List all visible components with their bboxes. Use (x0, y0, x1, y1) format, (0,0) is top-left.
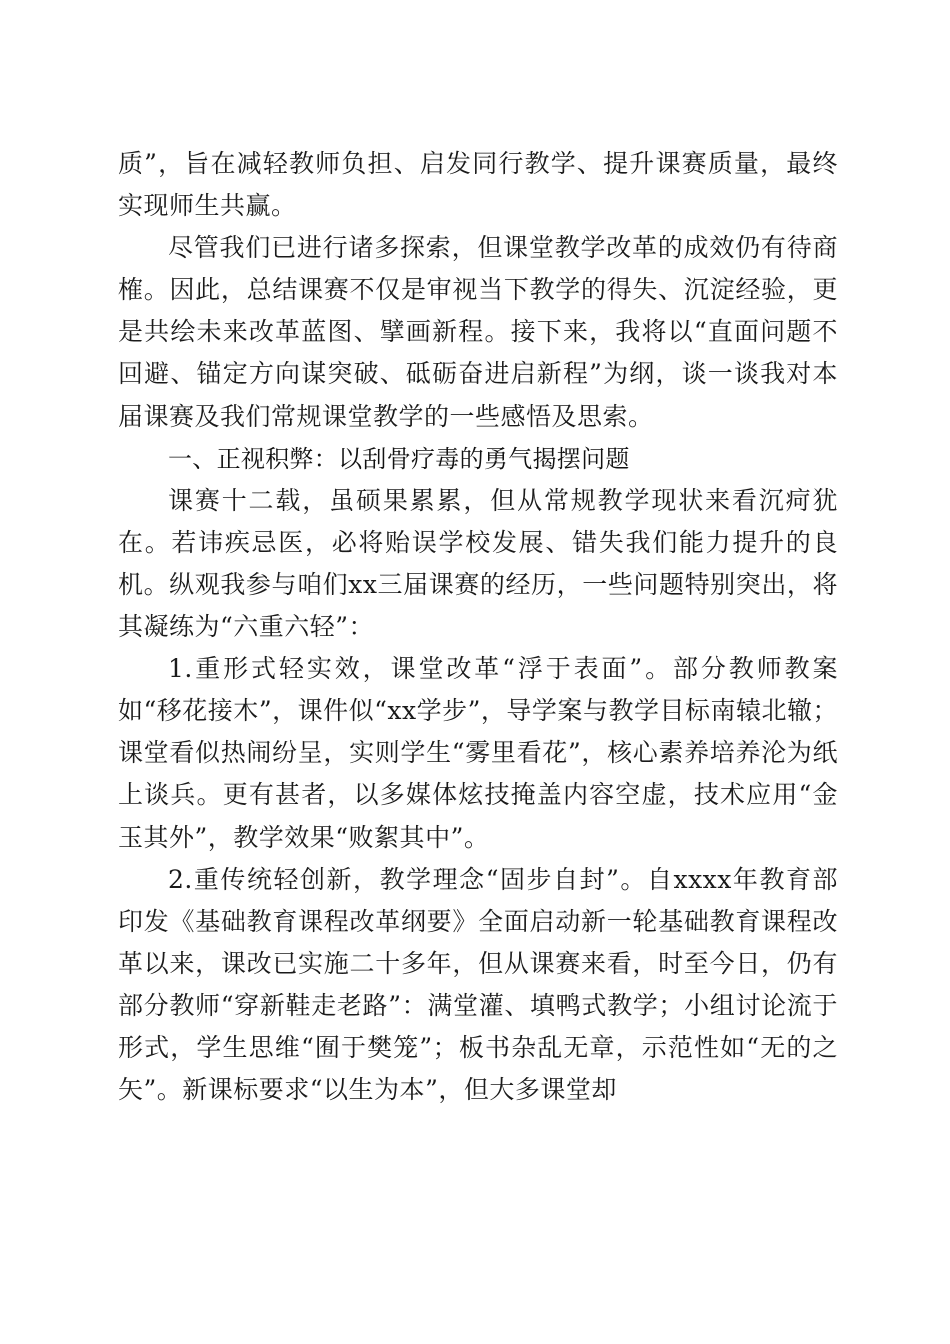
document-body (118, 143, 838, 1111)
paragraph-point-2: 2.重传统轻创新，教学理念“固步自封”。自xxxx年教育部印发《基础教育课程改革纲要》全面启动新一轮基础教育课程改革以来，课改已实施二十多年，但从课赛来看，时至今日，仍有部分教师“穿新鞋走老路”：满堂灌、填鸭式教学；小组讨论流于形式，学生思维“囿于樊笼”；板书杂乱无章，示范性如“无的之矢”。新课标要求“以生为本”，但大多课堂却 (118, 864, 838, 1105)
paragraph-point-1: 1.重形式轻实效，课堂改革“浮于表面”。部分教师教案如“移花接木”，课件似“xx学步”，导学案与教学目标南辕北辙；课堂看似热闹纷呈，实则学生“雾里看花”，核心素养培养沦为纸上谈兵。更有甚者，以多媒体炫技掩盖内容空虚，技术应用“金玉其外”，教学效果“败絮其中”。 (118, 654, 838, 852)
paragraph-section-intro: 课赛十二载，虽硕果累累，但从常规教学现状来看沉疴犹在。若讳疾忌医，必将贻误学校发展、错失我们能力提升的良机。纵观我参与咱们xx三届课赛的经历，一些问题特别突出，将其凝练为“六重六轻”： (118, 485, 838, 642)
paragraph-continuation: 质”，旨在减轻教师负担、启发同行教学、提升课赛质量，最终实现师生共赢。 (118, 149, 838, 221)
paragraph-introduction: 尽管我们已进行诸多探索，但课堂教学改革的成效仍有待商榷。因此，总结课赛不仅是审视当下教学的得失、沉淀经验，更是共绘未来改革蓝图、擘画新程。接下来，我将以“直面问题不回避、锚定方向谋突破、砥砺奋进启新程”为纲，谈一谈我对本届课赛及我们常规课堂教学的一些感悟及思索。 (118, 233, 838, 431)
section-heading: 一、正视积弊：以刮骨疗毒的勇气揭摆问题 (168, 444, 630, 473)
